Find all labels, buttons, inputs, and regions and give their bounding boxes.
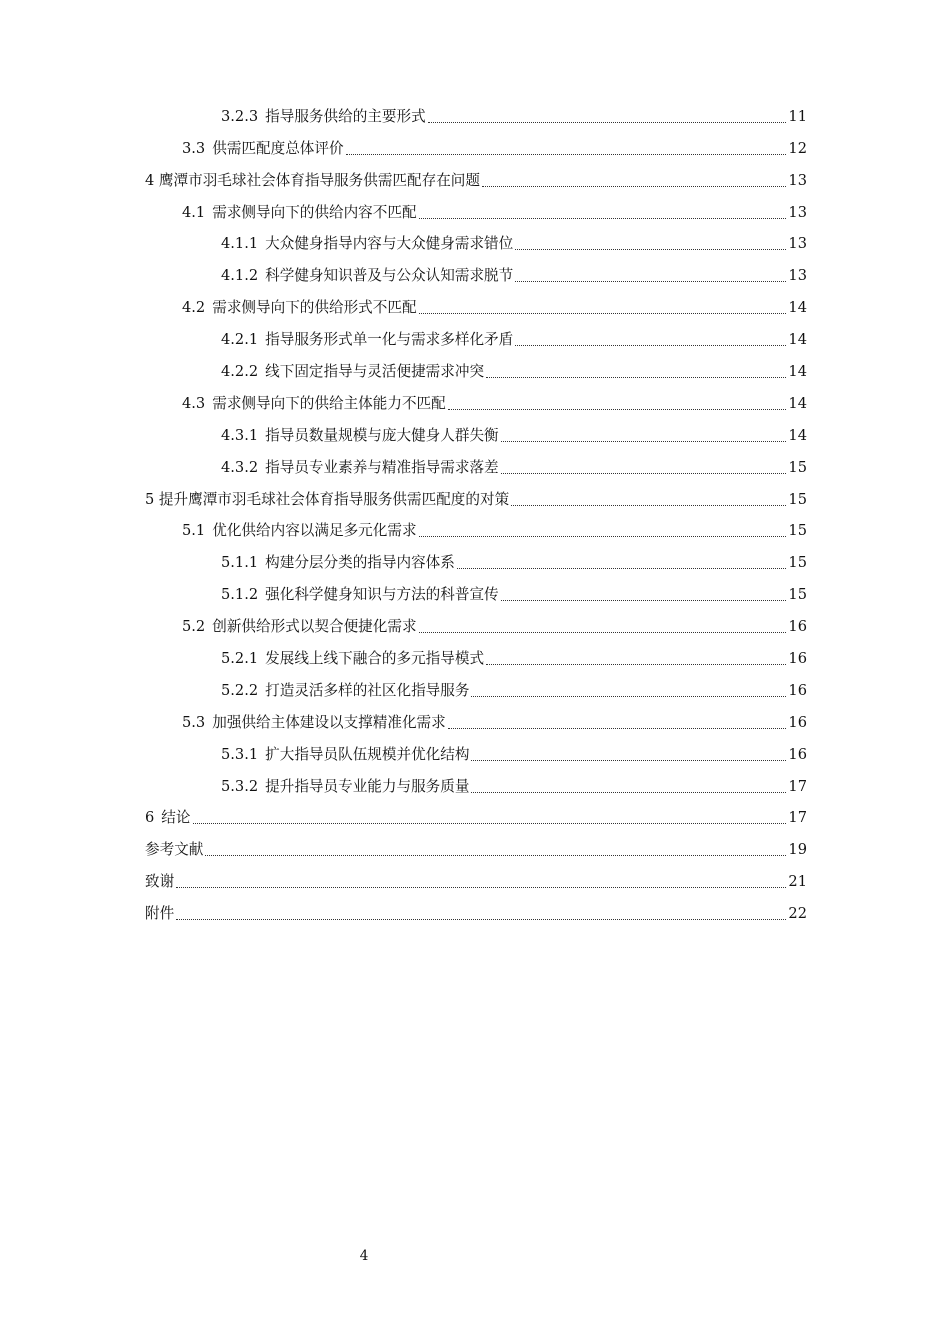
toc-entry-heading — [182, 394, 446, 414]
toc-entry-title: 结论 — [161, 809, 191, 827]
toc-entry-number: 4.2.1 — [221, 331, 259, 349]
toc-entry[interactable] — [145, 541, 807, 573]
dot-leader — [176, 877, 786, 888]
toc-entry-heading — [145, 872, 174, 892]
toc-entry-number: 5.2 — [182, 618, 206, 636]
toc-entry-title: 扩大指导员队伍规模并优化结构 — [265, 745, 470, 763]
toc-entry-number: 4.1.2 — [221, 267, 259, 285]
toc-entry-page: 14 — [788, 426, 807, 444]
dot-leader — [471, 782, 786, 793]
toc-entry-number: 5.3.1 — [221, 745, 259, 763]
toc-entry-number: 5.1.2 — [221, 586, 259, 604]
toc-entry[interactable] — [145, 382, 807, 414]
toc-entry-number: 4.3.2 — [221, 458, 259, 476]
toc-entry-heading — [221, 330, 513, 350]
toc-entry[interactable] — [145, 318, 807, 350]
toc-entry-title: 提升指导员专业能力与服务质量 — [265, 777, 470, 795]
toc-entry[interactable] — [145, 860, 807, 892]
dot-leader — [471, 686, 786, 697]
toc-entry-title: 需求侧导向下的供给形式不匹配 — [212, 299, 417, 317]
toc-entry-page: 13 — [788, 171, 807, 189]
toc-entry-title: 优化供给内容以满足多元化需求 — [212, 522, 417, 540]
dot-leader — [486, 367, 786, 378]
dot-leader — [501, 590, 787, 601]
toc-entry-heading — [221, 234, 513, 254]
toc-entry[interactable] — [145, 254, 807, 286]
toc-entry-heading — [182, 617, 417, 637]
toc-entry[interactable] — [145, 733, 807, 765]
toc-entry-page: 14 — [788, 363, 807, 381]
toc-entry-title: 指导服务形式单一化与需求多样化矛盾 — [265, 331, 514, 349]
toc-entry-title: 加强供给主体建设以支撑精准化需求 — [212, 713, 446, 731]
dot-leader — [176, 909, 786, 920]
toc-entry-page: 22 — [788, 905, 807, 923]
toc-entry[interactable] — [145, 414, 807, 446]
dot-leader — [471, 750, 786, 761]
dot-leader — [419, 208, 787, 219]
toc-entry[interactable] — [145, 350, 807, 382]
toc-entry[interactable] — [145, 669, 807, 701]
toc-entry-number: 5.1 — [182, 522, 206, 540]
toc-entry-title: 线下固定指导与灵活便捷需求冲突 — [265, 363, 485, 381]
dot-leader — [501, 463, 787, 474]
toc-entry-title: 强化科学健身知识与方法的科普宣传 — [265, 586, 499, 604]
toc-entry-page: 15 — [788, 522, 807, 540]
toc-entry-title: 参考文献 — [145, 841, 204, 859]
toc-entry-heading — [145, 490, 509, 510]
toc-entry-title: 4 鹰潭市羽毛球社会体育指导服务供需匹配存在问题 — [145, 171, 480, 189]
toc-entry-page: 13 — [788, 235, 807, 253]
toc-entry-title: 科学健身知识普及与公众认知需求脱节 — [265, 267, 514, 285]
toc-entry-number: 5.2.2 — [221, 681, 259, 699]
toc-entry-title: 供需匹配度总体评价 — [212, 139, 344, 157]
dot-leader — [346, 144, 787, 155]
toc-entry[interactable] — [145, 892, 807, 924]
toc-entry-page: 16 — [788, 713, 807, 731]
toc-entry-number: 5.1.1 — [221, 554, 259, 572]
toc-entry[interactable] — [145, 159, 807, 191]
toc-entry-title: 指导服务供给的主要形式 — [265, 107, 426, 125]
toc-entry-page: 14 — [788, 394, 807, 412]
toc-entry-number: 5.2.1 — [221, 650, 259, 668]
toc-entry-title: 5 提升鹰潭市羽毛球社会体育指导服务供需匹配度的对策 — [145, 490, 510, 508]
dot-leader — [428, 112, 787, 123]
toc-entry-heading — [221, 426, 499, 446]
toc-entry-number: 4.3.1 — [221, 426, 259, 444]
toc-entry[interactable] — [145, 191, 807, 223]
dot-leader — [457, 558, 787, 569]
toc-entry[interactable] — [145, 286, 807, 318]
toc-entry[interactable] — [145, 605, 807, 637]
toc-entry-page: 17 — [788, 777, 807, 795]
toc-entry-title: 构建分层分类的指导内容体系 — [265, 554, 455, 572]
toc-entry-page: 15 — [788, 490, 807, 508]
toc-entry-page: 16 — [788, 681, 807, 699]
toc-entry-heading — [221, 745, 469, 765]
toc-entry-number: 5.3 — [182, 713, 206, 731]
page-number: 4 — [359, 1248, 369, 1264]
toc-entry-heading — [221, 585, 499, 605]
toc-entry[interactable] — [145, 95, 807, 127]
toc-entry-heading — [145, 171, 480, 191]
toc-entry-heading — [221, 649, 484, 669]
toc-entry-heading — [221, 777, 469, 797]
dot-leader — [419, 526, 787, 537]
dot-leader — [448, 718, 787, 729]
toc-entry-page: 19 — [788, 841, 807, 859]
toc-entry-number: 4.2.2 — [221, 363, 259, 381]
toc-entry-heading — [145, 904, 174, 924]
toc-entry-title: 需求侧导向下的供给主体能力不匹配 — [212, 394, 446, 412]
toc-entry-number: 6 — [145, 809, 155, 827]
toc-entry-heading — [221, 553, 455, 573]
toc-entry-page: 12 — [788, 139, 807, 157]
dot-leader — [193, 813, 787, 824]
toc-entry[interactable] — [145, 127, 807, 159]
dot-leader — [448, 399, 787, 410]
toc-entry[interactable] — [145, 446, 807, 478]
toc-entry-title: 致谢 — [145, 873, 175, 891]
toc-entry-title: 发展线上线下融合的多元指导模式 — [265, 650, 485, 668]
dot-leader — [511, 495, 786, 506]
toc-entry-heading — [182, 203, 417, 223]
toc-entry-heading — [145, 808, 191, 828]
dot-leader — [419, 622, 787, 633]
toc-entry-page: 14 — [788, 331, 807, 349]
toc-entry-heading — [221, 362, 484, 382]
toc-entry-title: 打造灵活多样的社区化指导服务 — [265, 681, 470, 699]
toc-entry-number: 4.1.1 — [221, 235, 259, 253]
toc-entry-title: 需求侧导向下的供给内容不匹配 — [212, 203, 417, 221]
dot-leader — [419, 303, 787, 314]
toc-entry-heading — [182, 139, 344, 159]
toc-entry[interactable] — [145, 701, 807, 733]
toc-entry-heading — [221, 681, 469, 701]
toc-entry-heading — [182, 713, 446, 733]
toc-entry-title: 指导员数量规模与庞大健身人群失衡 — [265, 426, 499, 444]
toc-entry-page: 11 — [788, 107, 807, 125]
toc-entry-title: 大众健身指导内容与大众健身需求错位 — [265, 235, 514, 253]
dot-leader — [205, 845, 786, 856]
toc-entry-page: 17 — [788, 809, 807, 827]
toc-entry-page: 14 — [788, 299, 807, 317]
toc-entry-page: 13 — [788, 203, 807, 221]
toc-entry-page: 21 — [788, 873, 807, 891]
toc-entry-heading — [182, 521, 417, 541]
dot-leader — [515, 335, 786, 346]
toc-entry-heading — [221, 458, 499, 478]
toc-entry[interactable] — [145, 478, 807, 510]
toc-entry[interactable] — [145, 637, 807, 669]
toc-entry[interactable] — [145, 223, 807, 255]
toc-entry-heading — [221, 266, 513, 286]
toc-entry-title: 附件 — [145, 905, 175, 923]
toc-entry-number: 3.2.3 — [221, 107, 259, 125]
toc-entry-page: 13 — [788, 267, 807, 285]
dot-leader — [482, 176, 786, 187]
dot-leader — [515, 239, 786, 250]
toc-entry-page: 15 — [788, 554, 807, 572]
toc-entry-number: 4.1 — [182, 203, 206, 221]
table-of-contents — [145, 95, 807, 924]
toc-entry[interactable] — [145, 765, 807, 797]
toc-entry-number: 4.2 — [182, 299, 206, 317]
toc-entry[interactable] — [145, 573, 807, 605]
toc-entry-heading — [145, 840, 203, 860]
toc-entry-number: 3.3 — [182, 139, 206, 157]
toc-entry[interactable] — [145, 797, 807, 829]
toc-entry-page: 16 — [788, 745, 807, 763]
toc-entry-number: 4.3 — [182, 394, 206, 412]
toc-entry-title: 创新供给形式以契合便捷化需求 — [212, 618, 417, 636]
toc-entry-number: 5.3.2 — [221, 777, 259, 795]
toc-entry-heading — [182, 298, 417, 318]
toc-entry-page: 16 — [788, 618, 807, 636]
dot-leader — [515, 271, 786, 282]
toc-entry[interactable] — [145, 510, 807, 542]
toc-entry-title: 指导员专业素养与精准指导需求落差 — [265, 458, 499, 476]
toc-entry-heading — [221, 107, 426, 127]
dot-leader — [501, 431, 787, 442]
toc-entry-page: 15 — [788, 458, 807, 476]
toc-entry[interactable] — [145, 828, 807, 860]
toc-entry-page: 15 — [788, 586, 807, 604]
dot-leader — [486, 654, 786, 665]
toc-entry-page: 16 — [788, 650, 807, 668]
